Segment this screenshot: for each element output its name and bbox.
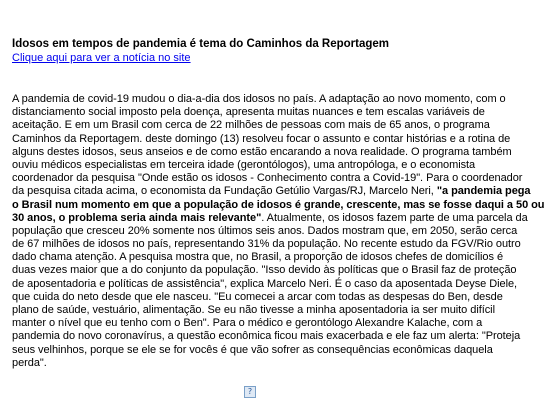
- body-text-segment: pandemia do novo coronavírus, a questão econômica ficou mais exacerbada e ele faz um alerta: "Proteja: [12, 330, 521, 343]
- view-news-link[interactable]: Clique aqui para ver a notícia no site: [12, 52, 191, 64]
- body-text-segment: Caminhos da Reportagem. deste domingo (13) resolveu focar o assunto e contar histórias e a rotina de: [12, 132, 511, 145]
- body-text-segment: A pandemia de covid-19 mudou o dia-a-dia dos idosos no país. A adaptação ao novo momento, com o: [12, 93, 506, 105]
- body-line: [12, 264, 532, 277]
- body-text-segment: que cuida do neto desde que ele nasceu. "Eu comecei a arcar com todas as despesas do Ben, desde: [12, 290, 503, 303]
- article: [12, 37, 545, 370]
- body-text-segment: manter o nível que eu tenho com o Ben". Para o médico e gerontólogo Alexandre Kalache, com a: [12, 317, 483, 330]
- article-body: [12, 93, 545, 370]
- body-text-segment: . Atualmente, os idosos fazem parte de uma parcela da: [261, 211, 528, 224]
- body-text-segment: duas vezes maior que a do conjunto da população. "Isso devido às políticas que o Brasil faz de proteção: [12, 264, 517, 277]
- body-text-segment: 30 anos, o problema seria ainda mais relevante": [12, 211, 262, 224]
- body-line: [12, 172, 532, 185]
- body-line: [12, 238, 532, 251]
- body-line: [12, 106, 532, 119]
- body-line: [12, 198, 545, 212]
- body-line: [12, 291, 532, 304]
- body-text-segment: da pesquisa citada acima, o economista da Fundação Getúlio Vargas/RJ, Marcelo Neri,: [12, 185, 437, 198]
- body-text-segment: aceitação. E em um Brasil com cerca de 22 milhões de pessoas com mais de 65 anos, o programa: [12, 119, 490, 132]
- body-line: [12, 225, 532, 238]
- body-text-segment: distanciamento social imposto pela doença, apresenta muitas nuances e tem escalas variáveis de: [12, 106, 485, 119]
- body-line: [12, 212, 532, 225]
- body-text-segment: população que cresceu 20% somente nos últimos seis anos. Dados mostram que, em 2050, serão cerca: [12, 224, 518, 237]
- body-line: [12, 251, 532, 264]
- body-text-segment: de aposentadoria e políticas de assistência", explica Marcelo Neri. É o caso da aposentada Deyse Diele,: [12, 277, 518, 290]
- body-line: [12, 133, 532, 146]
- broken-image-icon: ?: [244, 386, 256, 398]
- body-line: [12, 357, 532, 370]
- body-text-segment: de 67 milhões de idosos no país, representando 31% da população. No recente estudo da FGV/Rio outro: [12, 238, 521, 251]
- article-title: Idosos em tempos de pandemia é tema do Caminhos da Reportagem: [12, 38, 390, 50]
- body-text-segment: seus velhinhos, porque se ele se for vocês é que vão sofrer as consequências econômicas daquela: [12, 343, 493, 356]
- body-line: [12, 159, 532, 172]
- body-line: [12, 146, 532, 159]
- body-text-segment: coordenador da pesquisa "Onde estão os idosos - Conhecimento contra a Covid-19". Para o coordenador: [12, 172, 523, 185]
- body-text-segment: plano de saúde, vestuário, alimentação. Se eu não tivesse a minha aposentadoria ia ser muito difícil: [12, 304, 495, 316]
- body-text-segment: o Brasil num momento em que a população de idosos é grande, crescente, mas se fosse daqui a 50 ou: [12, 198, 545, 211]
- body-text-segment: alguns destes idosos, seus anseios e de como estão encarando a nova realidade. O programa também: [12, 145, 512, 158]
- body-line: [12, 278, 532, 291]
- body-line: [12, 304, 532, 317]
- body-line: [12, 344, 532, 357]
- body-line: [12, 185, 532, 198]
- body-text-segment: ouviu médicos especialistas em terceira idade (gerontólogos), uma antropóloga, e o economista: [12, 158, 476, 171]
- body-line: [12, 119, 532, 132]
- body-line: [12, 317, 532, 330]
- body-text-segment: perda".: [12, 356, 47, 369]
- body-text-segment: dado chama atenção. A pesquisa mostra que, no Brasil, a proporção de idosos chefes de domicílios é: [12, 251, 504, 264]
- body-text-segment: "a pandemia pega: [436, 185, 531, 198]
- body-line: [12, 330, 532, 343]
- body-line: [12, 93, 532, 106]
